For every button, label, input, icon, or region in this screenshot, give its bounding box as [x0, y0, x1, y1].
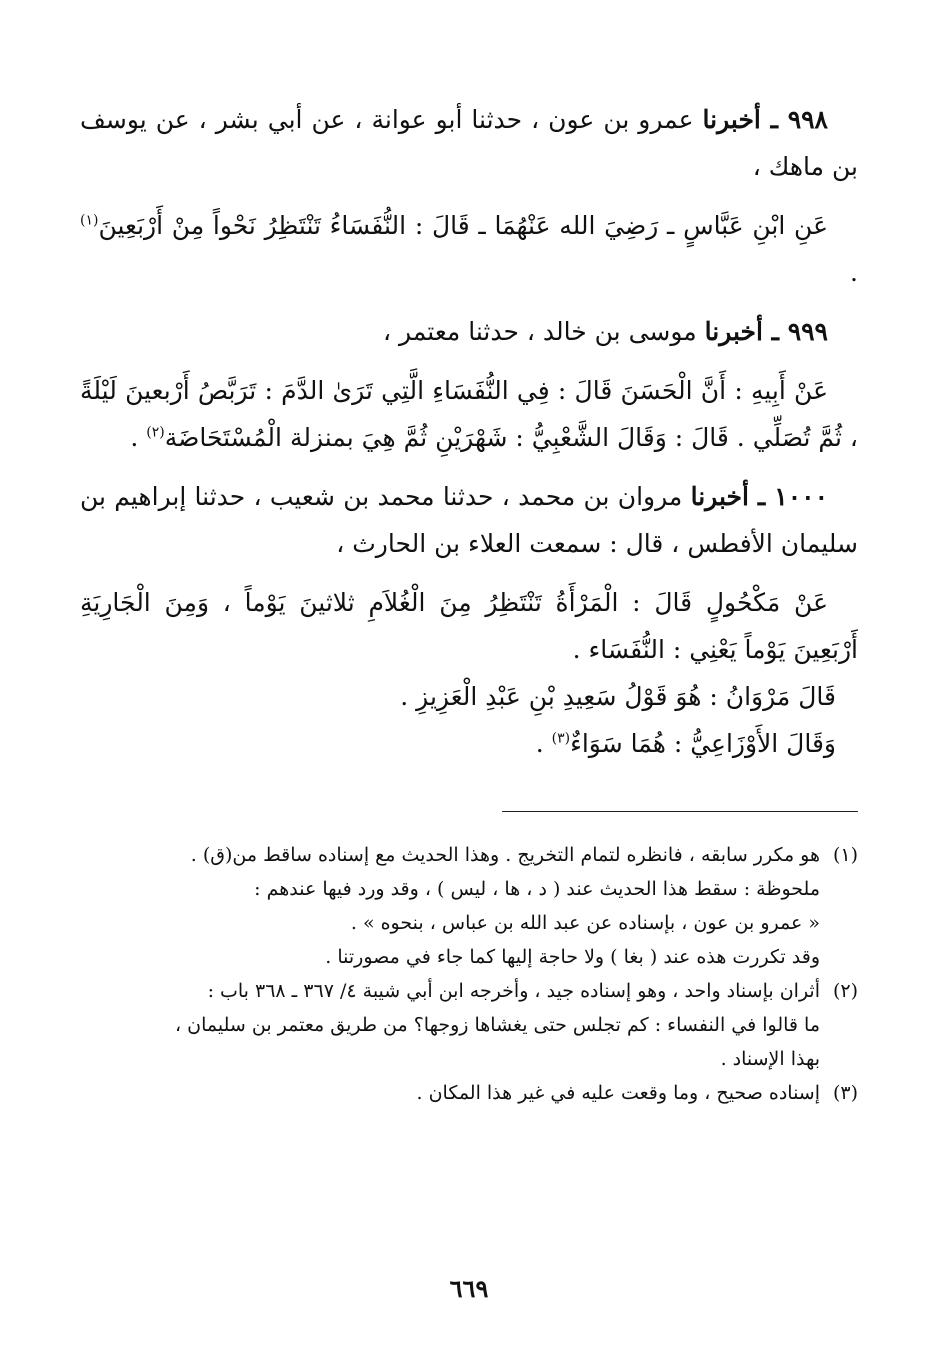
hadith-998-isnad-text: عمرو بن عون ، حدثنا أبو عوانة ، عن أبي بشر ، عن يوسف بن ماهك ، [80, 105, 858, 181]
footnote-divider [502, 811, 858, 812]
footnote-ref-1[interactable]: (١) [80, 212, 99, 229]
footnote-ref-3[interactable]: (٣) [551, 730, 571, 747]
hadith-998-isnad: ٩٩٨ ـ أخبرنا عمرو بن عون ، حدثنا أبو عوانة ، عن أبي بشر ، عن يوسف بن ماهك ، [80, 105, 858, 181]
hadith-1000-marwan-line: قَالَ مَرْوَانُ : هُوَ قَوْلُ سَعِيدِ بْنِ عَبْدِ الْعَزِيزِ . [400, 682, 836, 711]
hadith-1000-number: ١٠٠٠ [774, 482, 828, 511]
footnote-line: وقد تكررت هذه عند ( بغا ) ولا حاجة إليها كما جاء في مصورتنا . [325, 946, 820, 968]
footnote-2 [80, 974, 858, 1076]
hadith-998-lead: أخبرنا [702, 105, 761, 134]
footnote-3 [80, 1076, 858, 1110]
hadith-999-isnad: ٩٩٩ ـ أخبرنا موسى بن خالد ، حدثنا معتمر ، [383, 317, 828, 346]
hadith-999-number: ٩٩٩ [787, 317, 828, 346]
main-text [80, 96, 858, 767]
hadith-998-matn: عَنِ ابْنِ عَبَّاسٍ ـ رَضِيَ الله عَنْهُمَا ـ قَالَ : النُّفَسَاءُ تَنْتَظِرُ نَحْواً مِنْ أَرْبَعِينَ$^{(١)}$ . [80, 211, 858, 287]
footnote-ref-2[interactable]: (٢) [146, 424, 165, 441]
hadith-1000-isnad: ١٠٠٠ ـ أخبرنا مروان بن محمد ، حدثنا محمد بن شعيب ، حدثنا إبراهيم بن سليمان الأفطس ، قال : سمعت العلاء بن الحارث ، [80, 482, 858, 558]
hadith-998-matn-text: عَنِ ابْنِ عَبَّاسٍ ـ رَضِيَ الله عَنْهُمَا ـ قَالَ : النُّفَسَاءُ تَنْتَظِرُ نَحْواً مِنْ أَرْبَعِينَ [98, 211, 828, 240]
hadith-999-matn: عَنْ أَبِيهِ : أَنَّ الْحَسَنَ قَالَ : فِي النُّفَسَاءِ الَّتِي تَرَىٰ الدَّمَ : تَرَبَّصُ أَرْبعينَ لَيْلَةً ، ثُمَّ تُصَلِّي . قَالَ : وَقَالَ الشَّعْبِيُّ : شَهْرَيْنِ ثُمَّ هِيَ بمنزلة الْمُسْتَحَاضَة$^{(٢)}$ . [80, 376, 858, 452]
footnote-line: ما قالوا في النفساء : كم تجلس حتى يغشاها زوجها؟ من طريق معتمر بن سليمان ، [175, 1014, 820, 1036]
footnote-line: إسناده صحيح ، وما وقعت عليه في غير هذا المكان . [416, 1082, 820, 1104]
footnote-line: هو مكرر سابقه ، فانظره لتمام التخريج . وهذا الحديث مع إسناده ساقط من(ق) . [190, 844, 820, 866]
footnote-line: أثران بإسناد واحد ، وهو إسناده جيد ، وأخرجه ابن أبي شيبة ٤/ ٣٦٧ ـ ٣٦٨ باب : [207, 980, 820, 1002]
hadith-999-matn-text: عَنْ أَبِيهِ : أَنَّ الْحَسَنَ قَالَ : فِي النُّفَسَاءِ الَّتِي تَرَىٰ الدَّمَ : تَرَبَّصُ أَرْبعينَ لَيْلَةً ، ثُمَّ تُصَلِّي . قَالَ : وَقَالَ الشَّعْبِيُّ : شَهْرَيْنِ ثُمَّ هِيَ بمنزلة الْمُسْتَحَاضَة [80, 376, 858, 452]
hadith-998-number: ٩٩٨ [787, 105, 828, 134]
footnote-line: ملحوظة : سقط هذا الحديث عند ( د ، ها ، ليس ) ، وقد ورد فيها عندهم : [254, 878, 820, 900]
footnote-1 [80, 838, 858, 974]
footnote-line: « عمرو بن عون ، بإسناده عن عبد الله بن عباس ، بنحوه » . [350, 912, 820, 934]
hadith-999-isnad-text: موسى بن خالد ، حدثنا معتمر ، [383, 317, 705, 346]
footnotes [80, 838, 858, 1110]
footnote-line: بهذا الإسناد . [720, 1048, 820, 1070]
footnote-number: (٢) [832, 980, 858, 1002]
footnote-number: (١) [832, 844, 858, 866]
hadith-1000-isnad-text: مروان بن محمد ، حدثنا محمد بن شعيب ، حدثنا إبراهيم بن سليمان الأفطس ، قال : سمعت العلاء بن الحارث ، [80, 482, 858, 558]
hadith-999-lead: أخبرنا [704, 317, 763, 346]
page-number: ٦٦٩ [449, 1274, 489, 1303]
hadith-1000-matn: عَنْ مَكْحُولٍ قَالَ : الْمَرْأَةُ تَنْتَظِرُ مِنَ الْغُلاَمِ ثلاثينَ يَوْماً ، وَمِنَ الْجَارِيَةِ أَرْبَعِينَ يَوْماً يَعْنِي : النُّفَسَاء . [80, 588, 858, 664]
hadith-1000-lead: أخبرنا [690, 482, 749, 511]
hadith-1000-awzai-line: وَقَالَ الأَوْزَاعِيُّ : هُمَا سَوَاءٌ$^{(٣)}$ . [535, 729, 836, 758]
footnote-number: (٣) [832, 1082, 858, 1104]
